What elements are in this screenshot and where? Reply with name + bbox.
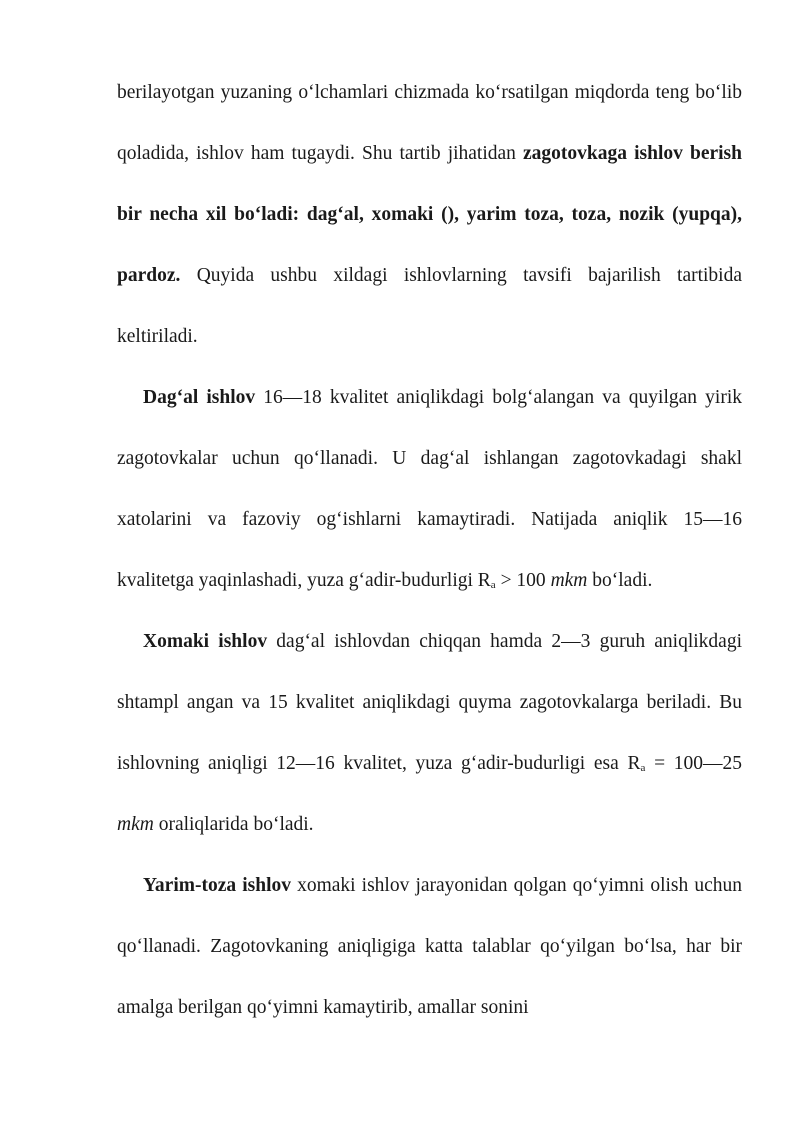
paragraph-dagal-value: > 100 bbox=[495, 570, 551, 591]
paragraph-yarim-toza-text: xomaki ishlov jarayonidan qolgan qo‘yimni olish uchun qo‘llanadi. Zagotovkaning aniqligiga katta talablar qo‘yilgan bo‘lsa, har bir amalga berilgan qo‘yimni kamaytirib, amallar sonini bbox=[117, 875, 742, 1018]
paragraph-xomaki bbox=[117, 611, 742, 855]
document-page bbox=[117, 62, 742, 1038]
unit-mkm: mkm bbox=[550, 570, 588, 591]
ra-subscript: a bbox=[640, 762, 646, 774]
unit-mkm: mkm bbox=[117, 814, 154, 835]
paragraph-intro-tail: Quyida ushbu xildagi ishlovlarning tavsifi bajarilish tartibida keltiriladi. bbox=[117, 265, 742, 347]
term-xomaki-ishlov: Xomaki ishlov bbox=[143, 631, 268, 652]
ra-subscript: a bbox=[490, 579, 496, 591]
paragraph-intro-text: berilayotgan yuzaning o‘lchamlari chizmada ko‘rsatilgan miqdorda teng bo‘lib qoladida, ishlov ham tugaydi. Shu tartib jihatidan bbox=[117, 82, 742, 164]
paragraph-xomaki-text: dag‘al ishlovdan chiqqan hamda 2—3 guruh aniqlikdagi shtampl angan va 15 kvalitet aniqlikdagi quyma zagotovkalarga beriladi. Bu ishlovning aniqligi 12—16 kvalitet, yuza g‘adir-budurligi esa R bbox=[117, 631, 743, 774]
paragraph-yarim-toza bbox=[117, 855, 742, 1038]
paragraph-dagal-text: 16—18 kvalitet aniqlikdagi bolg‘alangan va quyilgan yirik zagotovkalar uchun qo‘llanadi. U dag‘al ishlangan zagotovkadagi shakl xatolarini va fazoviy og‘ishlarni kamaytiradi. Natijada aniqlik 15—16 kvalitetga yaqinlashadi, yuza g‘adir-budurligi R bbox=[117, 387, 742, 591]
paragraph-intro bbox=[117, 62, 742, 367]
paragraph-xomaki-value: = 100—25 bbox=[645, 753, 743, 774]
paragraph-intro-bold: zagotovkaga ishlov berish bir necha xil bo‘ladi: dag‘al, xomaki (), yarim toza, toza, nozik (yupqa), pardoz. bbox=[117, 143, 742, 286]
paragraph-dagal bbox=[117, 367, 742, 611]
paragraph-xomaki-tail: oraliqlarida bo‘ladi. bbox=[153, 814, 314, 835]
term-dagal-ishlov: Dag‘al ishlov bbox=[143, 387, 256, 408]
paragraph-dagal-tail: bo‘ladi. bbox=[587, 570, 653, 591]
term-yarim-toza-ishlov: Yarim-toza ishlov bbox=[143, 875, 291, 896]
